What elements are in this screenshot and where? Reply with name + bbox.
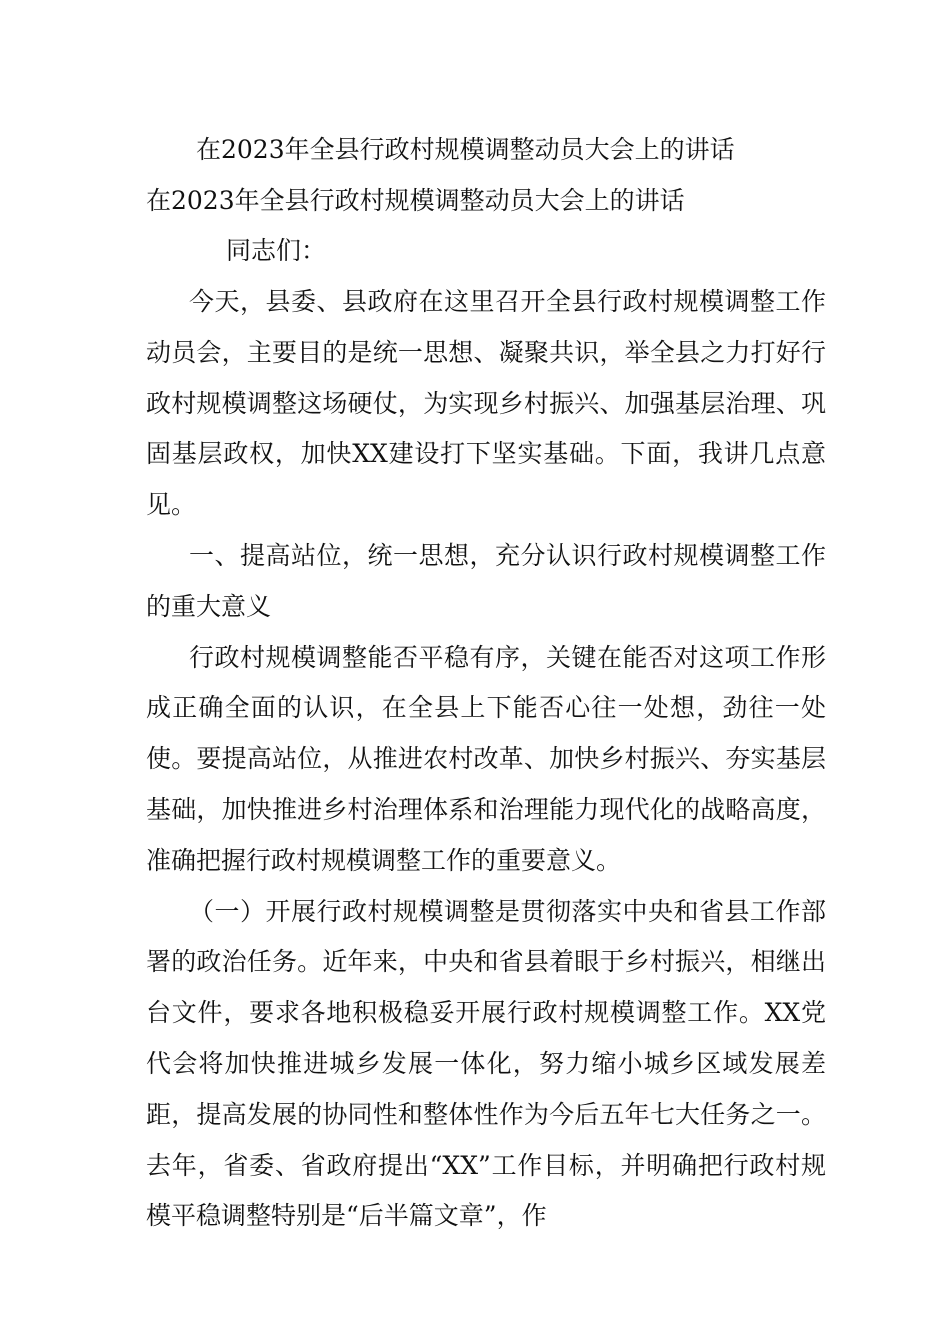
paragraph-subsection-1: （一）开展行政村规模调整是贯彻落实中央和省县工作部署的政治任务。近年来，中央和省县着眼于乡村振兴，相继出台文件，要求各地积极稳妥开展行政村规模调整工作。XX党代会将加快推进城乡发展一体化，努力缩小城乡区域发展差距，提高发展的协同性和整体性作为今后五年七大任务之一。去年，省委、省政府提出“XX”工作目标，并明确把行政村规模平稳调整特别是“后半篇文章”，作: [146, 896, 826, 1231]
paragraph-opening: 今天，县委、县政府在这里召开全县行政村规模调整工作动员会，主要目的是统一思想、凝聚共识，举全县之力打好行政村规模调整这场硬仗，为实现乡村振兴、加强基层治理、巩固基层政权，加快XX建设打下坚实基础。下面，我讲几点意见。: [146, 287, 826, 520]
section-heading-1: 一、提高站位，统一思想，充分认识行政村规模调整工作的重大意义: [146, 540, 826, 621]
document-title: 在2023年全县行政村规模调整动员大会上的讲话: [146, 186, 685, 215]
paragraph-significance: 行政村规模调整能否平稳有序，关键在能否对这项工作形成正确全面的认识，在全县上下能否心往一处想，劲往一处使。要提高站位，从推进农村改革、加快乡村振兴、夯实基层基础，加快推进乡村治理体系和治理能力现代化的战略高度，准确把握行政村规模调整工作的重要意义。: [146, 642, 826, 875]
document-title-repeat: 在2023年全县行政村规模调整动员大会上的讲话: [196, 135, 735, 164]
salutation: 同志们：: [226, 236, 327, 265]
document-body: [146, 277, 826, 1242]
